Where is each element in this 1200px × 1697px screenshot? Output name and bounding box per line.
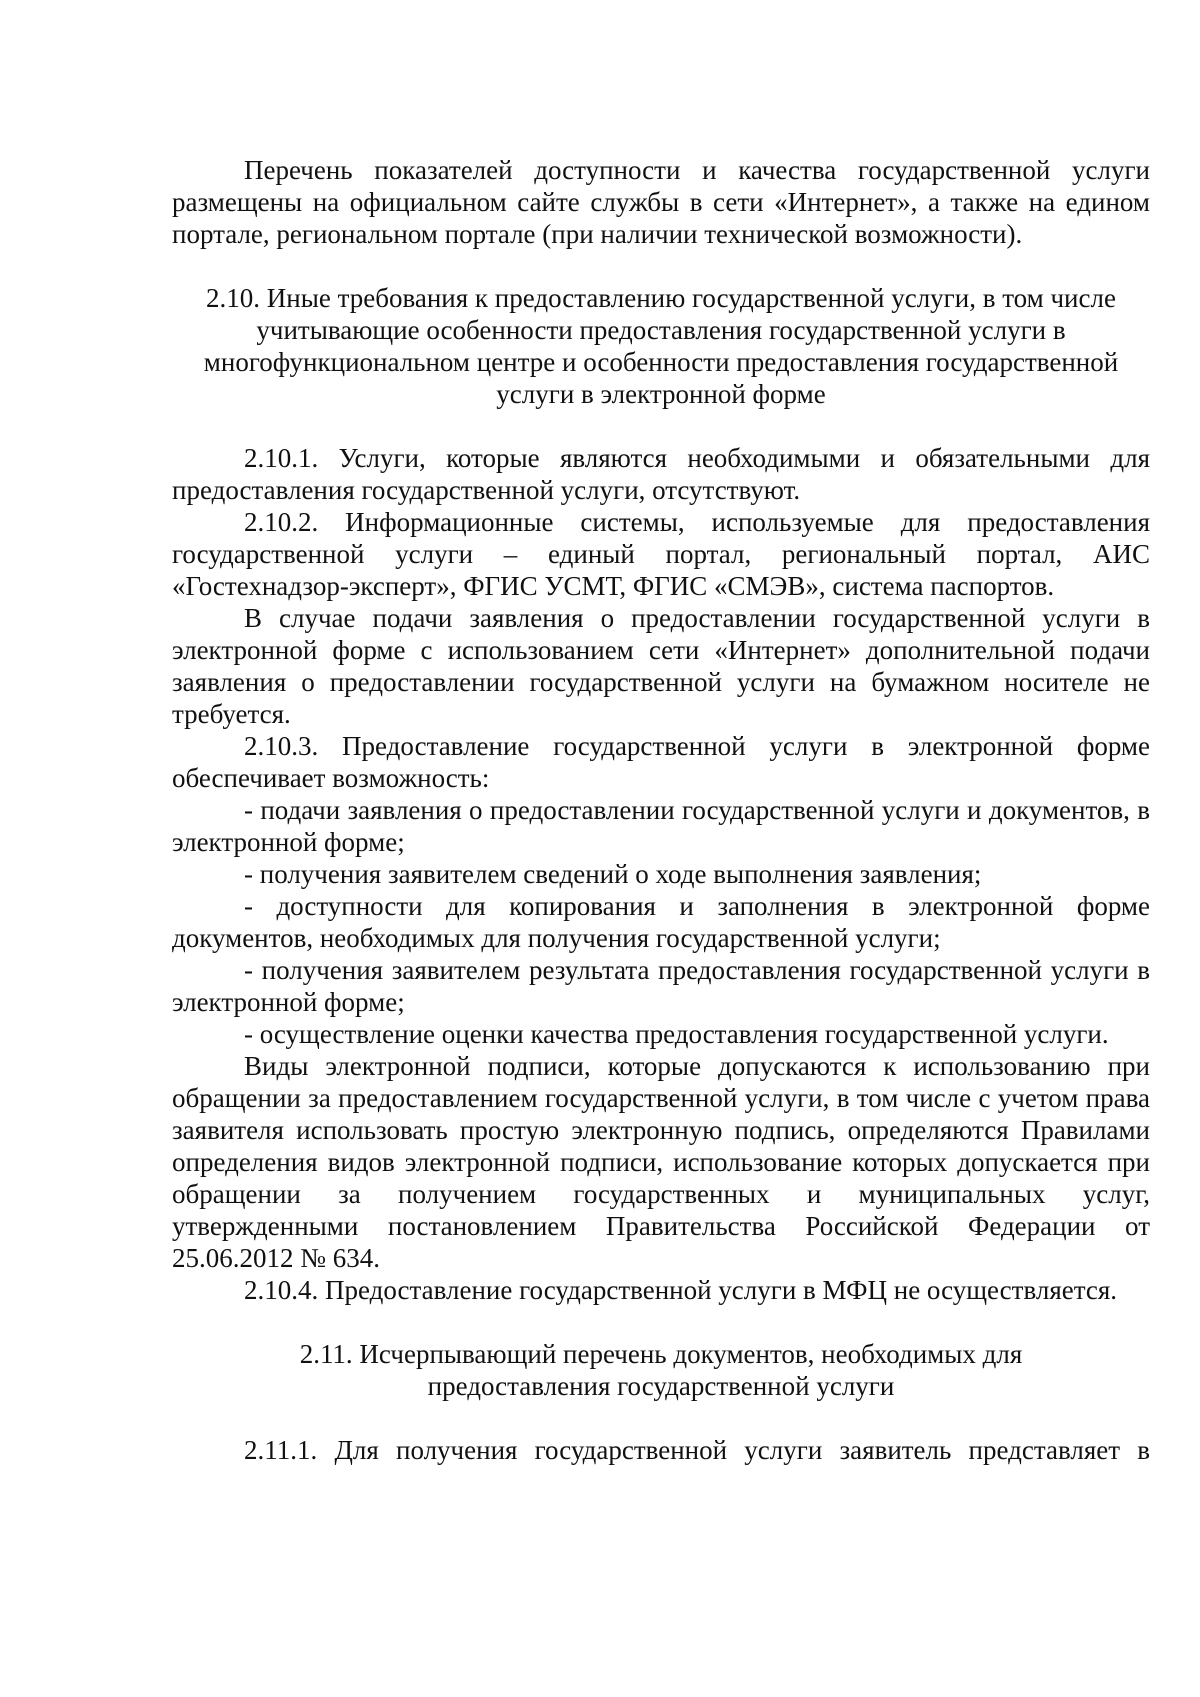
spacer bbox=[172, 410, 1150, 442]
section-heading-2-10 bbox=[172, 282, 1150, 410]
spacer bbox=[172, 250, 1150, 282]
heading-line: учитывающие особенности предоставления государственной услуги в bbox=[256, 315, 1066, 345]
paragraph-2-11-1: 2.11.1. Для получения государственной услуги заявитель представляет в bbox=[244, 1435, 1150, 1465]
paragraph-2-10-1: 2.10.1. Услуги, которые являются необходимыми и обязательными для предоставления государственной услуги, отсутствуют. bbox=[172, 443, 1150, 505]
paragraph-electronic-signature: Виды электронной подписи, которые допускаются к использованию при обращении за предоставлением государственной услуги, в том числе с учетом права заявителя использовать простую электронную подпись, определяются Правилами определения видов электронной подписи, использование которых допускается при обращении за получением государственных и муниципальных услуг, утвержденными постановлением Правительства Российской Федерации от 25.06.2012 № 634. bbox=[172, 1051, 1150, 1273]
list-item-copying: - доступности для копирования и заполнения в электронной форме документов, необходимых для получения государственной услуги; bbox=[172, 891, 1150, 953]
spacer bbox=[172, 1402, 1150, 1434]
heading-line: предоставления государственной услуги bbox=[427, 1371, 895, 1401]
list-item-submission: - подачи заявления о предоставлении государственной услуги и документов, в электронной форме; bbox=[172, 795, 1150, 857]
list-item-result: - получения заявителем результата предоставления государственной услуги в электронной форме; bbox=[172, 955, 1150, 1017]
spacer bbox=[172, 1306, 1150, 1338]
paragraph-paper-submission: В случае подачи заявления о предоставлении государственной услуги в электронной форме с использованием сети «Интернет» дополнительной подачи заявления о предоставлении государственной услуги на бумажном носителе не требуется. bbox=[172, 603, 1150, 729]
paragraph-2-10-4: 2.10.4. Предоставление государственной услуги в МФЦ не осуществляется. bbox=[244, 1275, 1118, 1305]
document-page bbox=[172, 154, 1150, 1466]
heading-line: 2.10. Иные требования к предоставлению государственной услуги, в том числе bbox=[206, 283, 1116, 313]
section-heading-2-11 bbox=[172, 1338, 1150, 1402]
paragraph-availability-indicators: Перечень показателей доступности и качества государственной услуги размещены на официальном сайте службы в сети «Интернет», а также на едином портале, региональном портале (при наличии технической возможности). bbox=[172, 155, 1150, 249]
list-item-status: - получения заявителем сведений о ходе выполнения заявления; bbox=[244, 859, 982, 889]
list-item-quality: - осуществление оценки качества предоставления государственной услуги. bbox=[244, 1019, 1109, 1049]
paragraph-2-10-3: 2.10.3. Предоставление государственной услуги в электронной форме обеспечивает возможность: bbox=[172, 731, 1150, 793]
heading-line: 2.11. Исчерпывающий перечень документов, необходимых для bbox=[299, 1339, 1023, 1369]
heading-line: многофункциональном центре и особенности предоставления государственной bbox=[203, 347, 1119, 377]
heading-line: услуги в электронной форме bbox=[496, 379, 826, 409]
paragraph-2-10-2: 2.10.2. Информационные системы, используемые для предоставления государственной услуги – единый портал, региональный портал, АИС «Гостехнадзор-эксперт», ФГИС УСМТ, ФГИС «СМЭВ», система паспортов. bbox=[172, 507, 1150, 601]
